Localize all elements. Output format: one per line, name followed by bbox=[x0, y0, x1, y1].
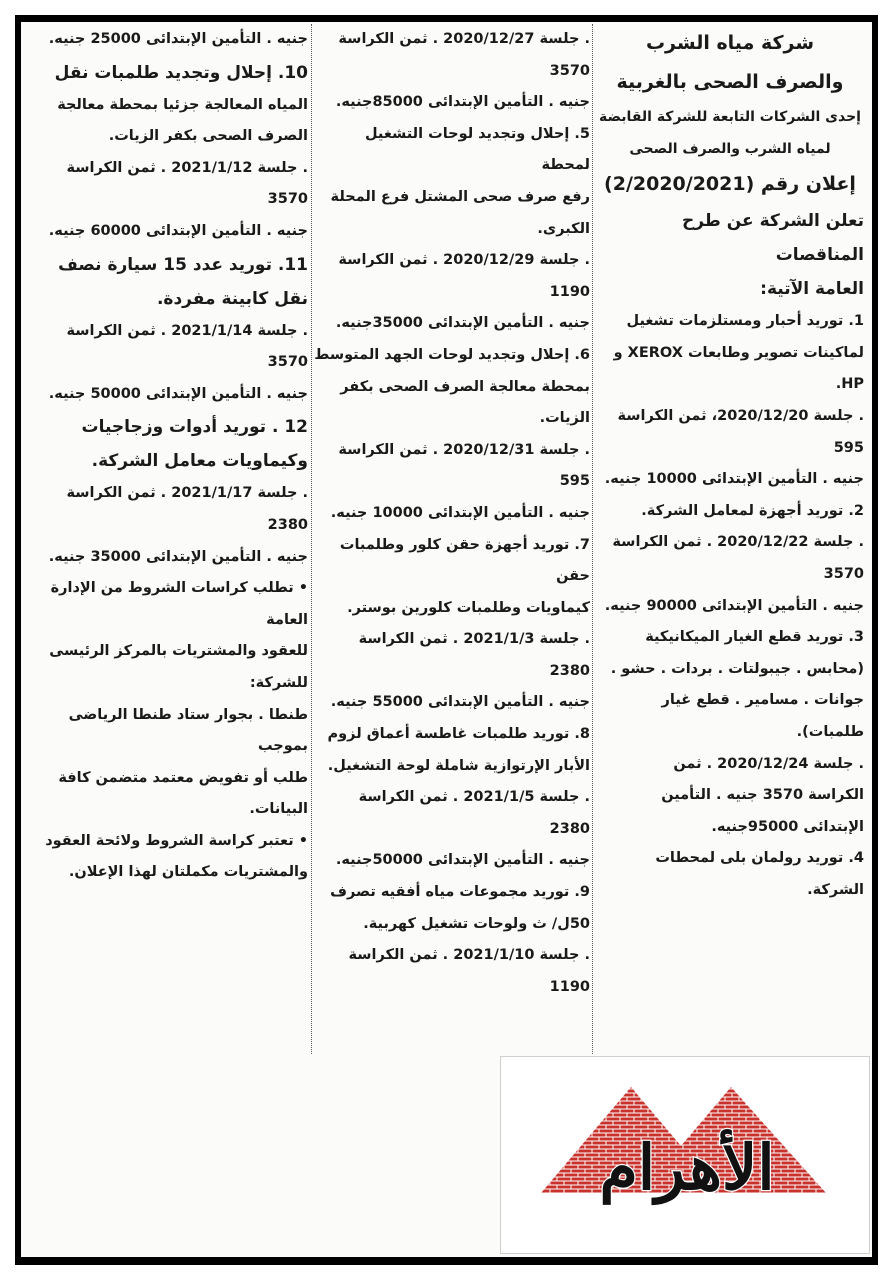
text-line: جنيه . التأمين الإبتدائى 25000 جنيه. bbox=[48, 31, 308, 47]
text-line: طلب أو تفويض معتمد متضمن كافة البيانات. bbox=[58, 769, 308, 818]
intro-line1: تعلن الشركة عن طرح المناقصات bbox=[681, 211, 864, 266]
text-line: . جلسة 2021/1/14 . ثمن الكراسة 3570 bbox=[66, 322, 308, 371]
text-line: . جلسة 2020/12/27 . ثمن الكراسة 3570 bbox=[338, 31, 590, 79]
column-left bbox=[36, 24, 308, 1054]
column-divider bbox=[592, 24, 593, 1054]
text-line: 9. توريد مجموعات مياه أفقيه تصرف bbox=[330, 884, 590, 901]
text-line: الصرف الصحى بكفر الزيات. bbox=[108, 128, 308, 145]
column-right bbox=[596, 24, 864, 1054]
ad-number: إعلان رقم (2/2020/2021) bbox=[604, 173, 856, 196]
text-line: نقل كابينة مفردة. bbox=[156, 288, 308, 309]
text-line: . جلسة 2021/1/5 . ثمن الكراسة 2380 bbox=[358, 789, 590, 837]
text-line: جنيه . التأمين الإبتدائى 10000 جنيه. bbox=[604, 471, 864, 488]
text-line: جنيه . التأمين الإبتدائى 50000 جنيه. bbox=[48, 385, 308, 402]
text-line: جوانات . مسامير . قطع غيار طلمبات). bbox=[661, 692, 864, 740]
text-line: جنيه . التأمين الإبتدائى 50000جنيه. bbox=[335, 852, 590, 869]
text-line: . جلسة 2020/12/24 . ثمن bbox=[673, 755, 864, 772]
text-line: بمحطة معالجة الصرف الصحى بكفر الزيات. bbox=[340, 378, 590, 427]
text-line: . جلسة 2021/1/10 . ثمن الكراسة 1190 bbox=[348, 947, 590, 995]
text-line: كيماويات وطلمبات كلورين بوستر. bbox=[347, 599, 590, 616]
text-line: • تعتبر كراسة الشروط ولائحة العقود bbox=[45, 832, 308, 849]
column-divider bbox=[311, 24, 312, 1054]
text-line: الإبتدائى 95000جنيه. bbox=[711, 818, 864, 835]
text-line: رفع صرف صحى المشتل فرع المحلة الكبرى. bbox=[330, 188, 590, 237]
text-line: . جلسة 2020/12/29 . ثمن الكراسة 1190 bbox=[338, 252, 590, 300]
text-line: • تطلب كراسات الشروط من الإدارة العامة bbox=[50, 580, 308, 628]
text-line: لماكينات تصوير وطابعات XEROX و HP. bbox=[613, 344, 864, 393]
text-line: 10. إحلال وتجديد طلمبات نقل bbox=[54, 62, 308, 83]
text-line: 7. توريد أجهزة حقن كلور وطلمبات حقن bbox=[339, 536, 590, 585]
text-line: 2. توريد أجهزة لمعامل الشركة. bbox=[641, 502, 864, 519]
text-line: . جلسة 2021/1/12 . ثمن الكراسة 3570 bbox=[66, 159, 308, 208]
text-line: 50ل/ ث ولوحات تشغيل كهربية. bbox=[363, 915, 590, 932]
text-line: للعقود والمشتريات بالمركز الرئيسى للشركة: bbox=[49, 643, 308, 691]
text-line: . جلسة 2020/12/22 . ثمن الكراسة 3570 bbox=[612, 534, 864, 582]
text-line: الأبار الإرتوازية شاملة لوحة التشغيل. bbox=[327, 757, 590, 774]
text-line: جنيه . التأمين الإبتدائى 35000 جنيه. bbox=[48, 548, 308, 565]
text-line: 3. توريد قطع الغيار الميكانيكية bbox=[645, 629, 864, 646]
parent-company-line1: إحدى الشركات التابعة للشركة القابضة bbox=[599, 109, 861, 125]
text-line: 4. توريد رولمان بلى لمحطات الشركة. bbox=[655, 850, 864, 898]
text-line: 12 . توريد أدوات وزجاجيات bbox=[81, 417, 308, 438]
text-line: جنيه . التأمين الإبتدائى 10000 جنيه. bbox=[330, 504, 590, 521]
logo-text: الأهرام bbox=[599, 1131, 775, 1204]
text-line: . جلسة 2021/1/17 . ثمن الكراسة 2380 bbox=[66, 485, 308, 533]
text-line: . جلسة 2021/1/3 . ثمن الكراسة 2380 bbox=[358, 631, 590, 679]
text-line: جنيه . التأمين الإبتدائى 60000 جنيه. bbox=[48, 222, 308, 239]
ahram-logo bbox=[500, 1056, 870, 1254]
text-line: جنيه . التأمين الإبتدائى 85000جنيه. bbox=[335, 94, 590, 111]
text-line: 1. توريد أحبار ومستلزمات تشغيل bbox=[626, 313, 864, 330]
text-line: وكيماويات معامل الشركة. bbox=[91, 451, 308, 472]
company-name-line2: والصرف الصحى بالغربية bbox=[616, 71, 844, 93]
text-line: 11. توريد عدد 15 سيارة نصف bbox=[58, 254, 308, 275]
text-line: جنيه . التأمين الإبتدائى 35000جنيه. bbox=[335, 315, 590, 332]
text-line: الكراسة 3570 جنيه . التأمين bbox=[661, 787, 864, 804]
text-line: جنيه . التأمين الإبتدائى 90000 جنيه. bbox=[604, 597, 864, 614]
column-middle bbox=[314, 24, 590, 1054]
text-line: 8. توريد طلمبات غاطسة أعماق لزوم bbox=[327, 726, 590, 743]
text-line: طنطا . بجوار ستاد طنطا الرياضى بموجب bbox=[68, 706, 308, 755]
company-name-line1: شركة مياه الشرب bbox=[645, 32, 815, 54]
text-line: . جلسة 2020/12/20، ثمن الكراسة 595 bbox=[617, 407, 864, 456]
text-line: والمشتريات مكملتان لهذا الإعلان. bbox=[68, 864, 308, 881]
text-line: 5. إحلال وتجديد لوحات التشغيل لمحطة bbox=[364, 125, 590, 174]
text-line: . جلسة 2020/12/31 . ثمن الكراسة 595 bbox=[338, 441, 590, 490]
text-line: (محابس . جيبولتات . بردات . حشو . bbox=[610, 660, 864, 677]
intro-line2: العامة الآتية: bbox=[760, 279, 864, 300]
text-line: المياه المعالجة جزئيا بمحطة معالجة bbox=[57, 96, 308, 113]
parent-company-line2: لمياه الشرب والصرف الصحى bbox=[629, 140, 831, 157]
text-line: جنيه . التأمين الإبتدائى 55000 جنيه. bbox=[330, 694, 590, 711]
pyramid-logo-icon bbox=[501, 1057, 871, 1255]
text-line: 6. إحلال وتجديد لوحات الجهد المتوسط bbox=[314, 346, 590, 363]
